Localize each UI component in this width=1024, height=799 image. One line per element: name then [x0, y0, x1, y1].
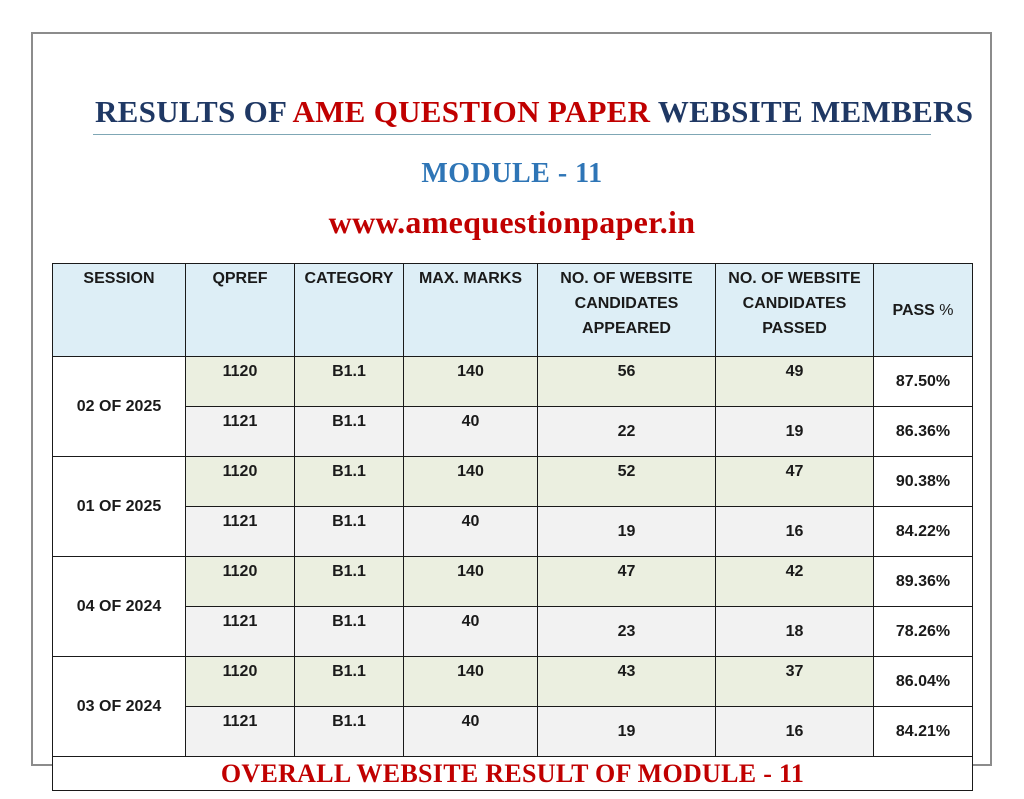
max-marks-cell: 40 [404, 507, 538, 557]
table-row [53, 557, 973, 607]
appeared-cell: 19 [538, 707, 716, 757]
header-pass-percent [874, 264, 973, 357]
category-cell: B1.1 [295, 607, 404, 657]
pass-percent-cell: 89.36% [874, 557, 973, 607]
header-appeared-line-3: APPEARED [582, 320, 671, 337]
appeared-cell: 22 [538, 407, 716, 457]
category-cell: B1.1 [295, 707, 404, 757]
max-marks-cell: 140 [404, 457, 538, 507]
header-passed-line-2: CANDIDATES [742, 295, 847, 312]
pass-percent-cell: 78.26% [874, 607, 973, 657]
appeared-cell: 47 [538, 557, 716, 607]
header-row [53, 264, 973, 357]
max-marks-cell: 40 [404, 707, 538, 757]
header-session: SESSION [53, 264, 186, 357]
table-row [53, 457, 973, 507]
title-part-3: WEBSITE MEMBERS [650, 94, 974, 129]
pass-percent-cell: 90.38% [874, 457, 973, 507]
pass-percent-cell: 86.36% [874, 407, 973, 457]
category-cell: B1.1 [295, 457, 404, 507]
qpref-cell: 1121 [186, 707, 295, 757]
category-cell: B1.1 [295, 657, 404, 707]
max-marks-cell: 40 [404, 607, 538, 657]
appeared-cell: 52 [538, 457, 716, 507]
qpref-cell: 1120 [186, 657, 295, 707]
module-subtitle: MODULE - 11 [421, 158, 603, 189]
pass-percent-cell: 87.50% [874, 357, 973, 407]
table-row [53, 507, 973, 557]
overall-result-footer: OVERALL WEBSITE RESULT OF MODULE - 11 [53, 757, 973, 791]
header-passed [716, 264, 874, 357]
header-pass-symbol: % [939, 301, 954, 319]
page-title [60, 94, 974, 130]
pass-percent-cell: 84.22% [874, 507, 973, 557]
header-passed-line-1: NO. OF WEBSITE [728, 270, 861, 287]
session-cell: 01 OF 2025 [53, 457, 186, 557]
passed-cell: 42 [716, 557, 874, 607]
qpref-cell: 1121 [186, 507, 295, 557]
header-appeared [538, 264, 716, 357]
pass-percent-cell: 84.21% [874, 707, 973, 757]
max-marks-cell: 140 [404, 357, 538, 407]
header-qpref: QPREF [186, 264, 295, 357]
header-appeared-line-1: NO. OF WEBSITE [560, 270, 693, 287]
appeared-cell: 56 [538, 357, 716, 407]
qpref-cell: 1120 [186, 557, 295, 607]
footer-row [53, 757, 973, 791]
passed-cell: 49 [716, 357, 874, 407]
max-marks-cell: 40 [404, 407, 538, 457]
max-marks-cell: 140 [404, 657, 538, 707]
appeared-cell: 19 [538, 507, 716, 557]
title-part-1: RESULTS OF [95, 94, 293, 129]
qpref-cell: 1120 [186, 357, 295, 407]
qpref-cell: 1121 [186, 607, 295, 657]
category-cell: B1.1 [295, 357, 404, 407]
pass-percent-cell: 86.04% [874, 657, 973, 707]
header-passed-line-3: PASSED [762, 320, 827, 337]
passed-cell: 47 [716, 457, 874, 507]
passed-cell: 18 [716, 607, 874, 657]
header-pass-label: PASS [892, 301, 940, 319]
session-cell: 03 OF 2024 [53, 657, 186, 757]
title-divider [93, 134, 931, 135]
appeared-cell: 43 [538, 657, 716, 707]
category-cell: B1.1 [295, 557, 404, 607]
qpref-cell: 1120 [186, 457, 295, 507]
table-row [53, 607, 973, 657]
title-part-2: AME QUESTION PAPER [292, 94, 651, 129]
table-row [53, 707, 973, 757]
website-url: www.amequestionpaper.in [328, 204, 696, 240]
table-row [53, 657, 973, 707]
appeared-cell: 23 [538, 607, 716, 657]
results-table [52, 263, 973, 791]
session-cell: 04 OF 2024 [53, 557, 186, 657]
passed-cell: 16 [716, 707, 874, 757]
header-appeared-line-2: CANDIDATES [574, 295, 679, 312]
passed-cell: 16 [716, 507, 874, 557]
header-max-marks: MAX. MARKS [404, 264, 538, 357]
qpref-cell: 1121 [186, 407, 295, 457]
table-row [53, 357, 973, 407]
table-row [53, 407, 973, 457]
max-marks-cell: 140 [404, 557, 538, 607]
session-cell: 02 OF 2025 [53, 357, 186, 457]
header-category: CATEGORY [295, 264, 404, 357]
category-cell: B1.1 [295, 407, 404, 457]
passed-cell: 19 [716, 407, 874, 457]
passed-cell: 37 [716, 657, 874, 707]
category-cell: B1.1 [295, 507, 404, 557]
